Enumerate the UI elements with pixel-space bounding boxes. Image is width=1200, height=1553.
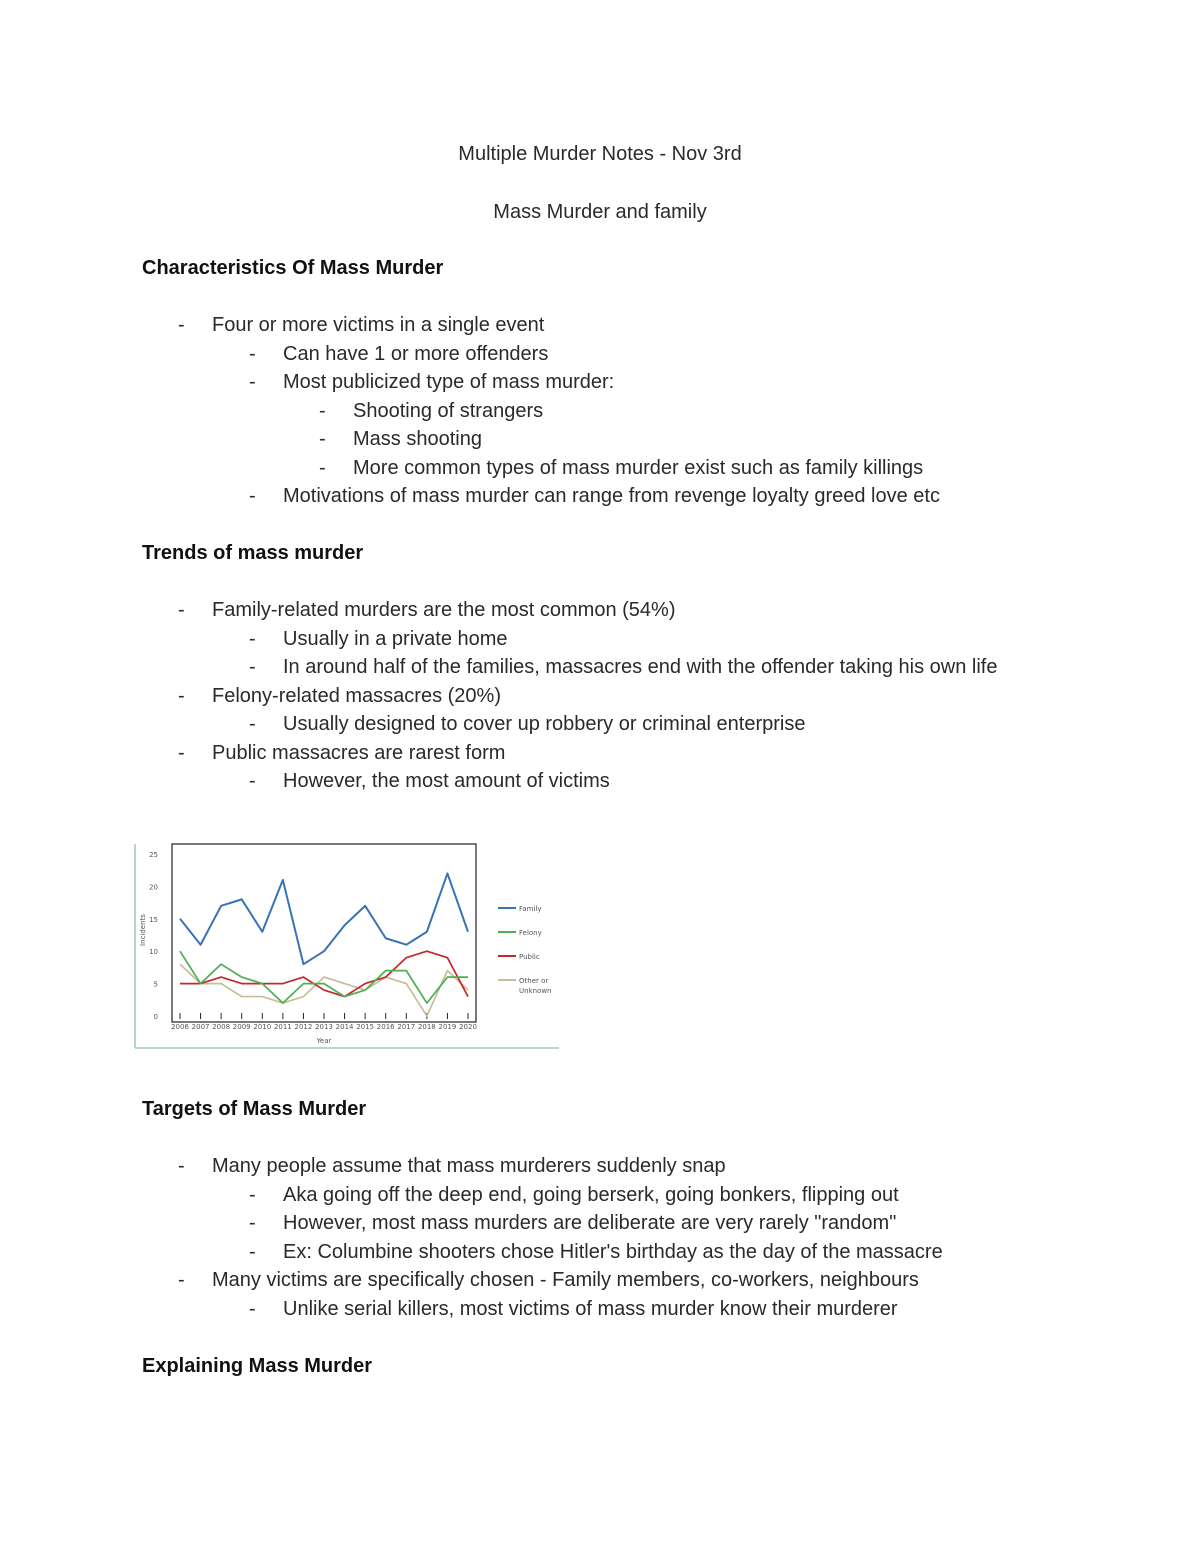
list-item-text: However, the most amount of victims: [283, 770, 610, 792]
bullet-dash: -: [249, 1297, 256, 1320]
x-axis-label: Year: [316, 1037, 332, 1045]
bullet-dash: -: [249, 713, 256, 735]
list-item-text: Usually in a private home: [283, 627, 508, 650]
legend-label: Felony: [519, 929, 542, 937]
legend-label: Family: [519, 905, 542, 913]
list-item-text: Public massacres are rarest form: [212, 741, 506, 764]
section-heading: Targets of Mass Murder: [142, 1098, 367, 1120]
x-tick-label: 2009: [232, 1023, 251, 1031]
document-title: Multiple Murder Notes - Nov 3rd: [458, 143, 742, 165]
x-tick-label: 2011: [273, 1023, 292, 1031]
bullet-dash: -: [249, 770, 256, 792]
x-tick-label: 2008: [212, 1023, 231, 1031]
bullet-dash: -: [178, 741, 185, 764]
list-item: [249, 627, 508, 651]
list-item: [249, 712, 806, 736]
bullet-dash: -: [178, 684, 185, 707]
x-tick-label: 2018: [417, 1023, 436, 1031]
y-tick-label: 10: [149, 948, 158, 957]
list-item-text: In around half of the families, massacres end with the offender taking his own life: [283, 656, 998, 678]
list-item-text: Mass shooting: [353, 428, 482, 450]
y-tick-label: 0: [153, 1013, 158, 1021]
list-item-text: Shooting of strangers: [353, 399, 544, 422]
list-item-text: Ex: Columbine shooters chose Hitler's birthday as the day of the massacre: [283, 1240, 943, 1263]
list-item-text: Usually designed to cover up robbery or criminal enterprise: [283, 713, 806, 735]
list-item: [178, 1154, 726, 1178]
document-subtitle: Mass Murder and family: [493, 201, 707, 223]
bullet-dash: -: [249, 342, 256, 365]
x-tick-label: 2017: [397, 1023, 416, 1031]
list-item-text: Many people assume that mass murderers suddenly snap: [212, 1155, 726, 1177]
list-item: [249, 370, 615, 394]
list-item-text: Family-related murders are the most common (54%): [212, 599, 676, 621]
list-item: [178, 313, 545, 337]
plot-area-border: [172, 844, 476, 1022]
list-item: [178, 598, 676, 622]
list-item: [249, 342, 549, 366]
bullet-dash: -: [249, 1240, 256, 1263]
bullet-dash: -: [319, 428, 326, 450]
x-tick-label: 2007: [191, 1023, 210, 1031]
list-item-text: More common types of mass murder exist such as family killings: [353, 456, 924, 479]
list-item: [249, 655, 998, 679]
list-item: [178, 1268, 919, 1292]
x-tick-label: 2020: [459, 1023, 477, 1031]
list-item: [249, 769, 610, 793]
list-item: [319, 399, 544, 423]
incidents-line-chart: [134, 836, 559, 1050]
bullet-dash: -: [178, 1155, 185, 1177]
bullet-dash: -: [249, 627, 256, 650]
legend-label: Other or: [519, 977, 549, 985]
x-tick-label: 2012: [294, 1023, 313, 1031]
list-item-text: Can have 1 or more offenders: [283, 342, 549, 365]
y-tick-label: 15: [149, 915, 158, 924]
y-tick-label: 25: [149, 851, 158, 859]
x-tick-label: 2006: [171, 1023, 189, 1031]
x-tick-label: 2014: [335, 1023, 354, 1031]
bullet-dash: -: [319, 456, 326, 479]
list-item: [319, 456, 924, 480]
section-heading: Explaining Mass Murder: [142, 1355, 373, 1377]
x-tick-label: 2013: [315, 1023, 333, 1031]
x-tick-label: 2015: [356, 1023, 375, 1031]
y-tick-label: 20: [149, 883, 158, 892]
list-item-text: Many victims are specifically chosen - Family members, co-workers, neighbours: [212, 1269, 919, 1291]
bullet-dash: -: [178, 314, 185, 336]
x-tick-label: 2019: [438, 1023, 457, 1031]
list-item-text: Aka going off the deep end, going berserk, going bonkers, flipping out: [283, 1183, 899, 1206]
list-item: [319, 427, 482, 451]
list-item-text: Most publicized type of mass murder:: [283, 371, 615, 393]
section-heading: Characteristics Of Mass Murder: [142, 257, 444, 279]
list-item: [249, 484, 940, 508]
series-line-family: [180, 873, 468, 964]
bullet-dash: -: [249, 1212, 256, 1234]
list-item: [249, 1211, 897, 1235]
bullet-dash: -: [178, 1269, 185, 1291]
bullet-dash: -: [249, 371, 256, 393]
list-item: [249, 1183, 899, 1207]
bullet-dash: -: [178, 599, 185, 621]
list-item: [178, 684, 501, 708]
bullet-dash: -: [249, 656, 256, 678]
list-item-text: Motivations of mass murder can range from revenge loyalty greed love etc: [283, 485, 940, 507]
x-tick-label: 2010: [253, 1023, 272, 1031]
series-line-public: [180, 951, 468, 996]
y-tick-label: 5: [153, 980, 158, 989]
section-heading: Trends of mass murder: [142, 542, 364, 564]
list-item-text: Felony-related massacres (20%): [212, 684, 501, 707]
list-item: [178, 741, 506, 765]
bullet-dash: -: [319, 399, 326, 422]
bullet-dash: -: [249, 1183, 256, 1206]
bullet-dash: -: [249, 485, 256, 507]
legend-label-cont: Unknown: [519, 987, 552, 995]
x-tick-label: 2016: [376, 1023, 395, 1031]
list-item-text: However, most mass murders are deliberate are very rarely "random": [283, 1212, 897, 1234]
list-item-text: Four or more victims in a single event: [212, 314, 545, 336]
y-axis-label: Incidents: [139, 914, 147, 946]
list-item-text: Unlike serial killers, most victims of mass murder know their murderer: [283, 1297, 898, 1320]
list-item: [249, 1240, 943, 1264]
legend-label: Public: [519, 953, 540, 961]
list-item: [249, 1297, 898, 1321]
